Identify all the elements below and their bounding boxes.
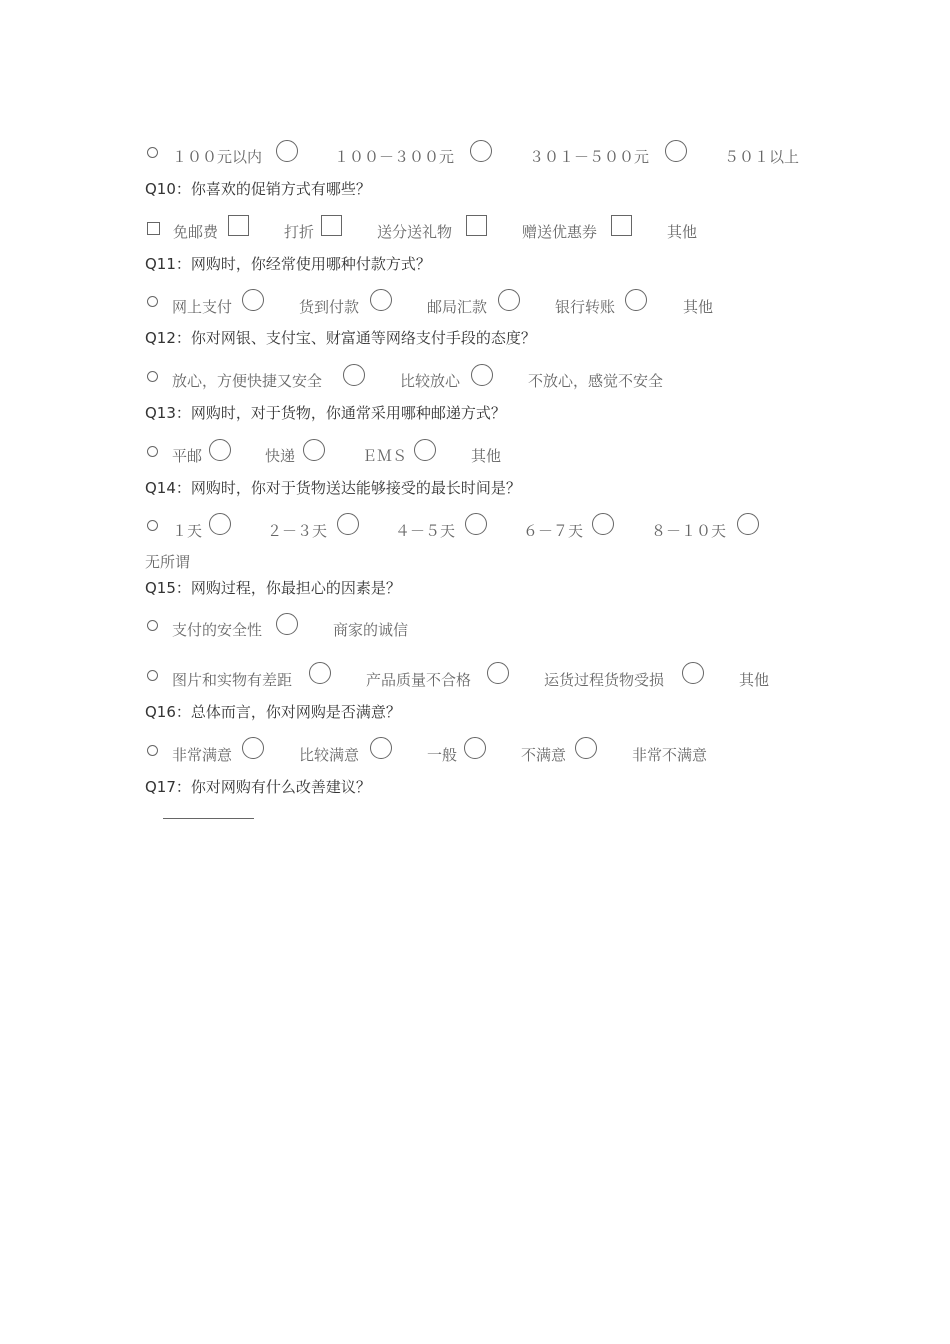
radio-button[interactable] (464, 737, 486, 759)
radio-button[interactable] (370, 737, 392, 759)
radio-button[interactable] (471, 364, 493, 386)
answer-blank-line[interactable] (163, 818, 254, 819)
option-label: 非常满意 (172, 746, 233, 764)
radio-icon[interactable] (147, 620, 158, 631)
option-label: 非常不满意 (632, 746, 708, 764)
radio-button[interactable] (592, 513, 614, 535)
checkbox[interactable] (611, 215, 632, 236)
checkbox-icon[interactable] (147, 222, 160, 235)
option-label: 送分送礼物 (377, 223, 453, 241)
option-label: 放心，方便快捷又安全 (172, 372, 323, 390)
radio-button[interactable] (242, 737, 264, 759)
option-label: 支付的安全性 (172, 621, 263, 639)
option-label: ６－７天 (523, 522, 584, 540)
option-label: 不满意 (521, 746, 567, 764)
radio-button[interactable] (414, 439, 436, 461)
radio-button[interactable] (470, 140, 492, 162)
option-label: 无所谓 (145, 553, 191, 571)
radio-button[interactable] (276, 140, 298, 162)
question-q12: Q12：你对网银、支付宝、财富通等网络支付手段的态度？ (145, 329, 536, 347)
radio-button[interactable] (737, 513, 759, 535)
radio-button[interactable] (242, 289, 264, 311)
radio-button[interactable] (343, 364, 365, 386)
option-label: 不放心，感觉不安全 (528, 372, 664, 390)
option-label: 比较满意 (299, 746, 360, 764)
radio-button[interactable] (682, 662, 704, 684)
option-label: 赠送优惠券 (522, 223, 598, 241)
checkbox[interactable] (466, 215, 487, 236)
option-label: 比较放心 (400, 372, 461, 390)
radio-icon[interactable] (147, 670, 158, 681)
option-label: ３０１－５００元 (529, 148, 650, 166)
option-label: 一般 (427, 746, 458, 764)
checkbox[interactable] (228, 215, 249, 236)
radio-icon[interactable] (147, 371, 158, 382)
radio-button[interactable] (276, 613, 298, 635)
option-label: 商家的诚信 (333, 621, 409, 639)
option-label: ８－１０天 (651, 522, 727, 540)
option-label: 产品质量不合格 (366, 671, 472, 689)
question-q16: Q16：总体而言，你对网购是否满意？ (145, 703, 401, 721)
question-q10: Q10：你喜欢的促销方式有哪些？ (145, 180, 371, 198)
option-label: 快递 (265, 447, 296, 465)
option-label: 图片和实物有差距 (172, 671, 293, 689)
radio-button[interactable] (625, 289, 647, 311)
checkbox[interactable] (321, 215, 342, 236)
option-label: 打折 (284, 223, 315, 241)
question-q17: Q17：你对网购有什么改善建议？ (145, 778, 371, 796)
radio-icon[interactable] (147, 296, 158, 307)
option-label: １００元以内 (172, 148, 263, 166)
option-label: 其他 (471, 447, 502, 465)
radio-icon[interactable] (147, 745, 158, 756)
question-q13: Q13：网购时，对于货物，你通常采用哪种邮递方式？ (145, 404, 506, 422)
option-label: 邮局汇款 (427, 298, 488, 316)
option-label: 网上支付 (172, 298, 233, 316)
radio-button[interactable] (665, 140, 687, 162)
radio-button[interactable] (209, 439, 231, 461)
option-label: 其他 (667, 223, 698, 241)
radio-button[interactable] (337, 513, 359, 535)
option-label: ＥＭＳ (362, 447, 408, 465)
radio-icon[interactable] (147, 147, 158, 158)
option-label: 运货过程货物受损 (544, 671, 665, 689)
radio-button[interactable] (487, 662, 509, 684)
radio-icon[interactable] (147, 446, 158, 457)
option-label: 银行转账 (555, 298, 616, 316)
option-label: ５０１以上 (724, 148, 800, 166)
option-label: ４－５天 (395, 522, 456, 540)
radio-button[interactable] (370, 289, 392, 311)
option-label: 免邮费 (173, 223, 219, 241)
radio-button[interactable] (309, 662, 331, 684)
question-q11: Q11：网购时，你经常使用哪种付款方式？ (145, 255, 431, 273)
option-label: １００－３００元 (334, 148, 455, 166)
radio-button[interactable] (303, 439, 325, 461)
radio-icon[interactable] (147, 520, 158, 531)
question-q14: Q14：网购时，你对于货物送达能够接受的最长时间是？ (145, 479, 521, 497)
option-label: １天 (172, 522, 203, 540)
radio-button[interactable] (575, 737, 597, 759)
radio-button[interactable] (498, 289, 520, 311)
radio-button[interactable] (209, 513, 231, 535)
option-label: 其他 (683, 298, 714, 316)
option-label: 货到付款 (299, 298, 360, 316)
option-label: 其他 (739, 671, 770, 689)
question-q15: Q15：网购过程，你最担心的因素是？ (145, 579, 401, 597)
radio-button[interactable] (465, 513, 487, 535)
option-label: ２－３天 (267, 522, 328, 540)
option-label: 平邮 (172, 447, 203, 465)
